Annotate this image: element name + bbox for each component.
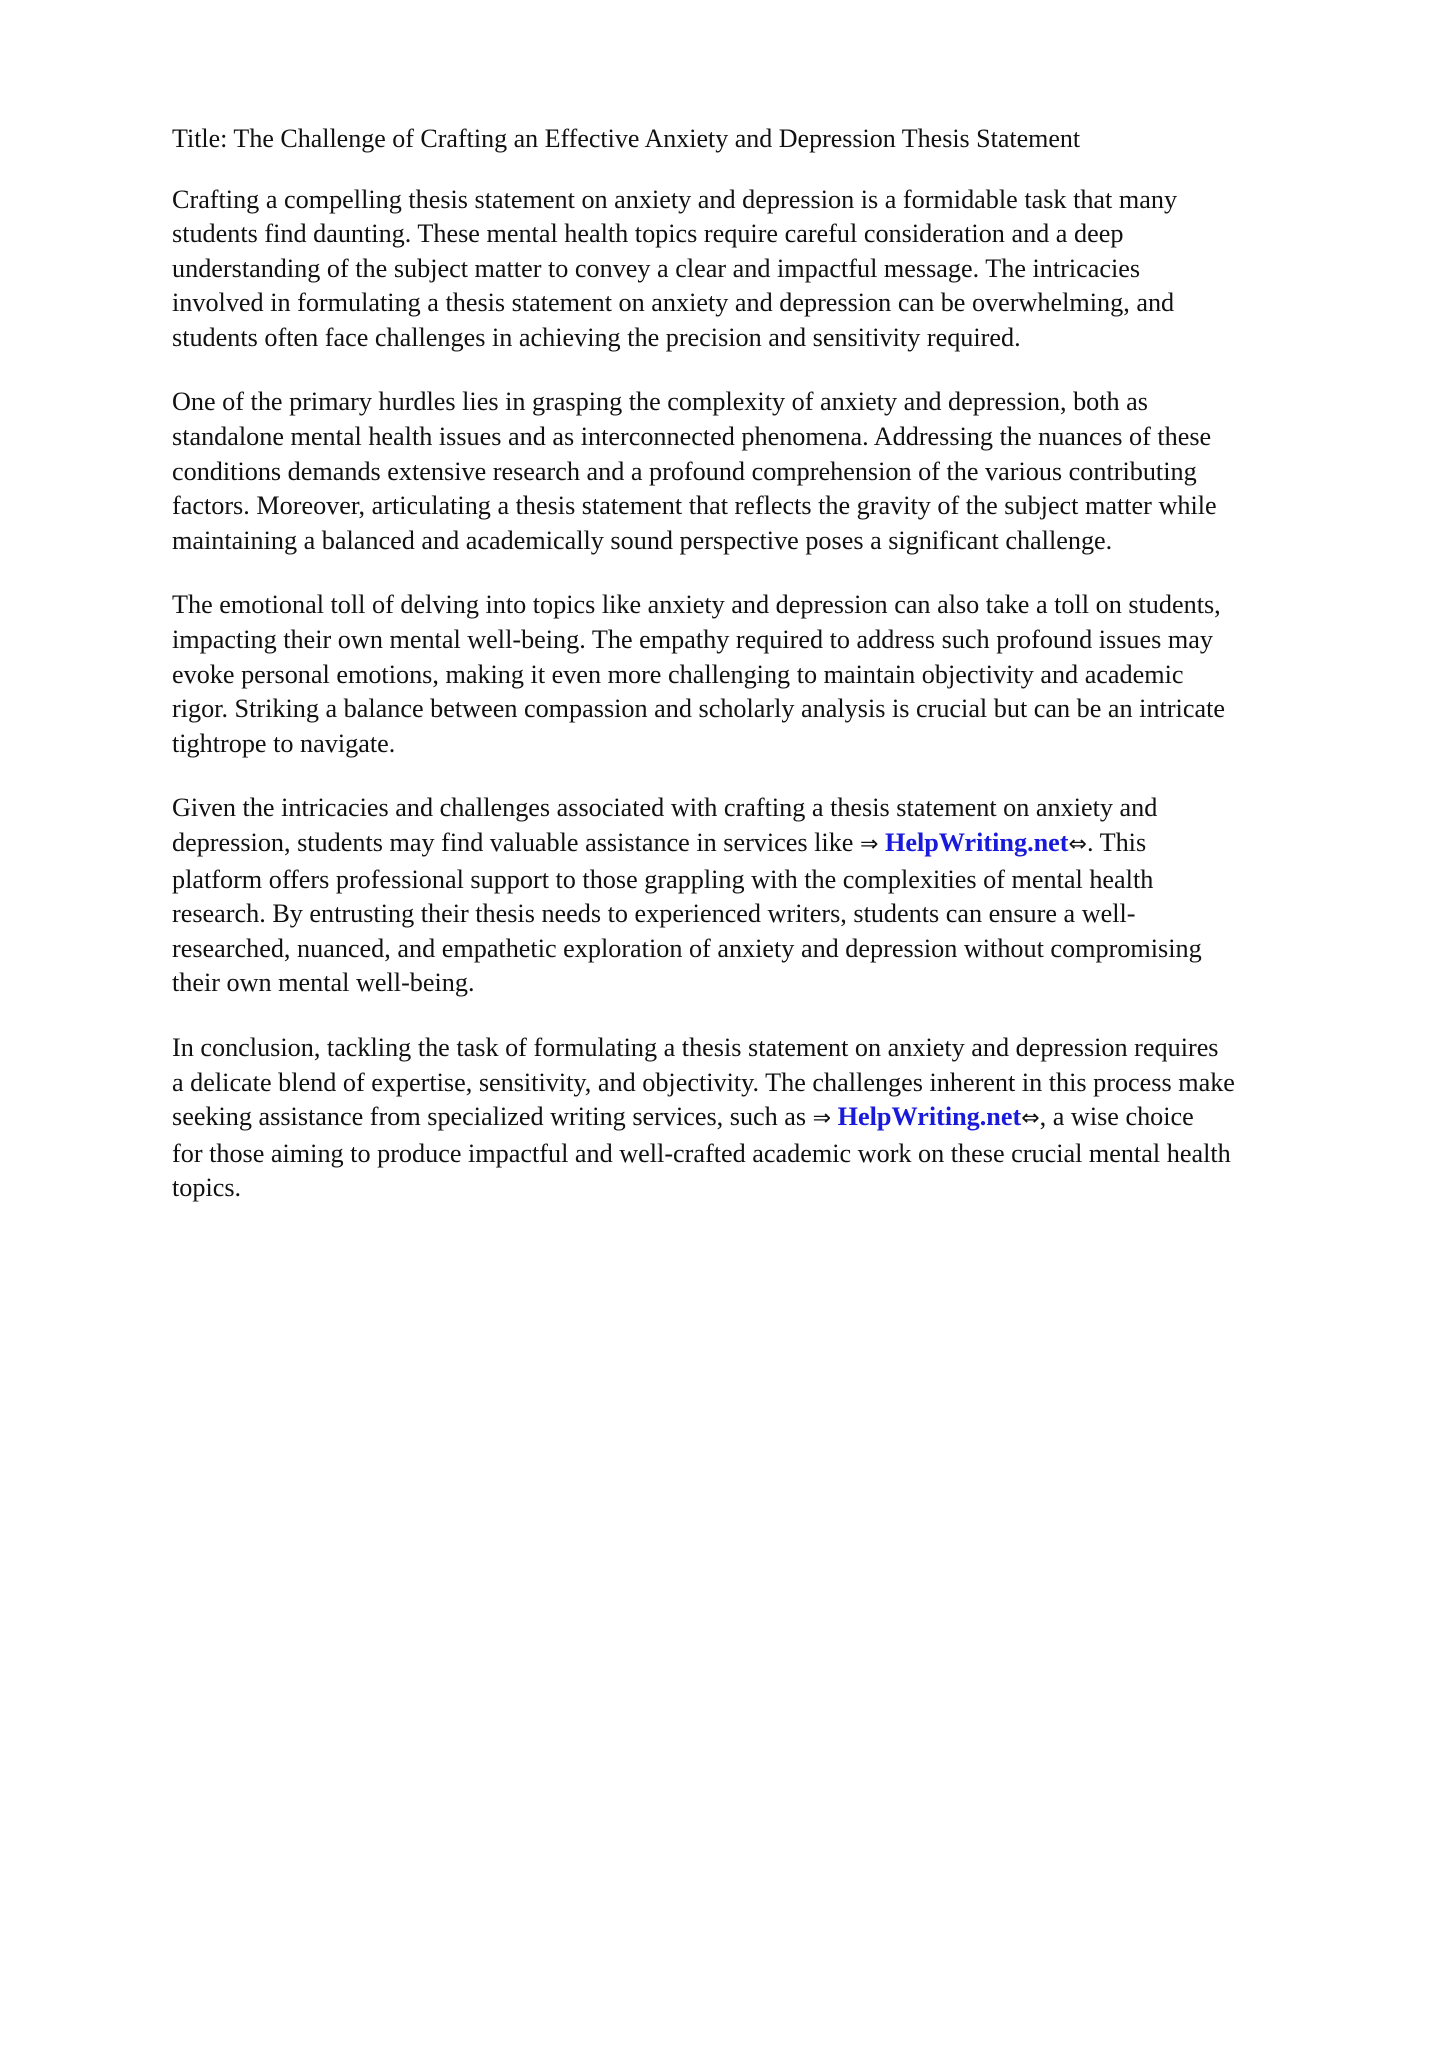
text-line: involved in formulating a thesis statement on anxiety and depression can be overwhelming, and (172, 288, 1175, 318)
text-line: rigor. Striking a balance between compassion and scholarly analysis is crucial but can be an intricate (172, 694, 1225, 724)
text-line: impacting their own mental well-being. The empathy required to address such profound issues may (172, 625, 1213, 655)
text-segment: depression, students may find valuable assistance in services like (172, 828, 860, 857)
text-segment: seeking assistance from specialized writing services, such as (172, 1102, 813, 1132)
paragraph-emotional-toll (172, 588, 1372, 761)
document-page (172, 122, 1372, 1236)
text-line: conditions demands extensive research and a profound comprehension of the various contributing (172, 456, 1197, 486)
text-line: In conclusion, tackling the task of formulating a thesis statement on anxiety and depression requires (172, 1032, 1219, 1062)
text-line: understanding of the subject matter to convey a clear and impactful message. The intricacies (172, 253, 1141, 283)
paragraph-hurdles (172, 385, 1372, 558)
text-line: One of the primary hurdles lies in grasping the complexity of anxiety and depression, both as (172, 387, 1148, 417)
right-arrow-icon: ⇒ (812, 1106, 832, 1132)
text-line: for those aiming to produce impactful and well-crafted academic work on these crucial mental health (172, 1138, 1231, 1168)
paragraph-assistance (172, 791, 1372, 1001)
text-line: their own mental well-being. (172, 968, 475, 998)
text-line-with-link (172, 826, 1372, 863)
text-line: Given the intricacies and challenges associated with crafting a thesis statement on anxiety and (172, 793, 1158, 823)
text-line: students often face challenges in achieving the precision and sensitivity required. (172, 322, 1021, 352)
text-line: evoke personal emotions, making it even more challenging to maintain objectivity and academic (172, 659, 1184, 689)
paragraph-conclusion (172, 1031, 1372, 1206)
text-line: topics. (172, 1173, 242, 1203)
text-line: The emotional toll of delving into topics like anxiety and depression can also take a toll on students, (172, 590, 1221, 620)
double-arrow-icon: ⇔ (1021, 1106, 1040, 1132)
text-segment: , a wise choice (1039, 1102, 1194, 1132)
text-line: a delicate blend of expertise, sensitivity, and objectivity. The challenges inherent in this process make (172, 1067, 1235, 1097)
text-line: factors. Moreover, articulating a thesis statement that reflects the gravity of the subject matter while (172, 491, 1217, 521)
helpwriting-link[interactable]: HelpWriting.net (884, 828, 1069, 857)
helpwriting-link[interactable]: HelpWriting.net (837, 1102, 1022, 1132)
text-segment: . This (1086, 828, 1147, 857)
right-arrow-icon: ⇒ (859, 832, 879, 857)
double-arrow-icon: ⇔ (1068, 832, 1087, 857)
text-line: researched, nuanced, and empathetic exploration of anxiety and depression without compromising (172, 933, 1202, 963)
text-line: students find daunting. These mental health topics require careful consideration and a deep (172, 219, 1124, 249)
text-line: research. By entrusting their thesis needs to experienced writers, students can ensure a well- (172, 899, 1136, 929)
text-line: tightrope to navigate. (172, 728, 396, 758)
text-line: Crafting a compelling thesis statement on anxiety and depression is a formidable task that many (172, 184, 1178, 214)
text-line-with-link (172, 1100, 1372, 1137)
document-title: Title: The Challenge of Crafting an Effective Anxiety and Depression Thesis Statement (172, 124, 1081, 153)
text-line: standalone mental health issues and as interconnected phenomena. Addressing the nuances of these (172, 422, 1212, 452)
text-line: maintaining a balanced and academically sound perspective poses a significant challenge. (172, 525, 1113, 555)
text-line: platform offers professional support to those grappling with the complexities of mental health (172, 864, 1154, 894)
paragraph-intro (172, 183, 1372, 356)
